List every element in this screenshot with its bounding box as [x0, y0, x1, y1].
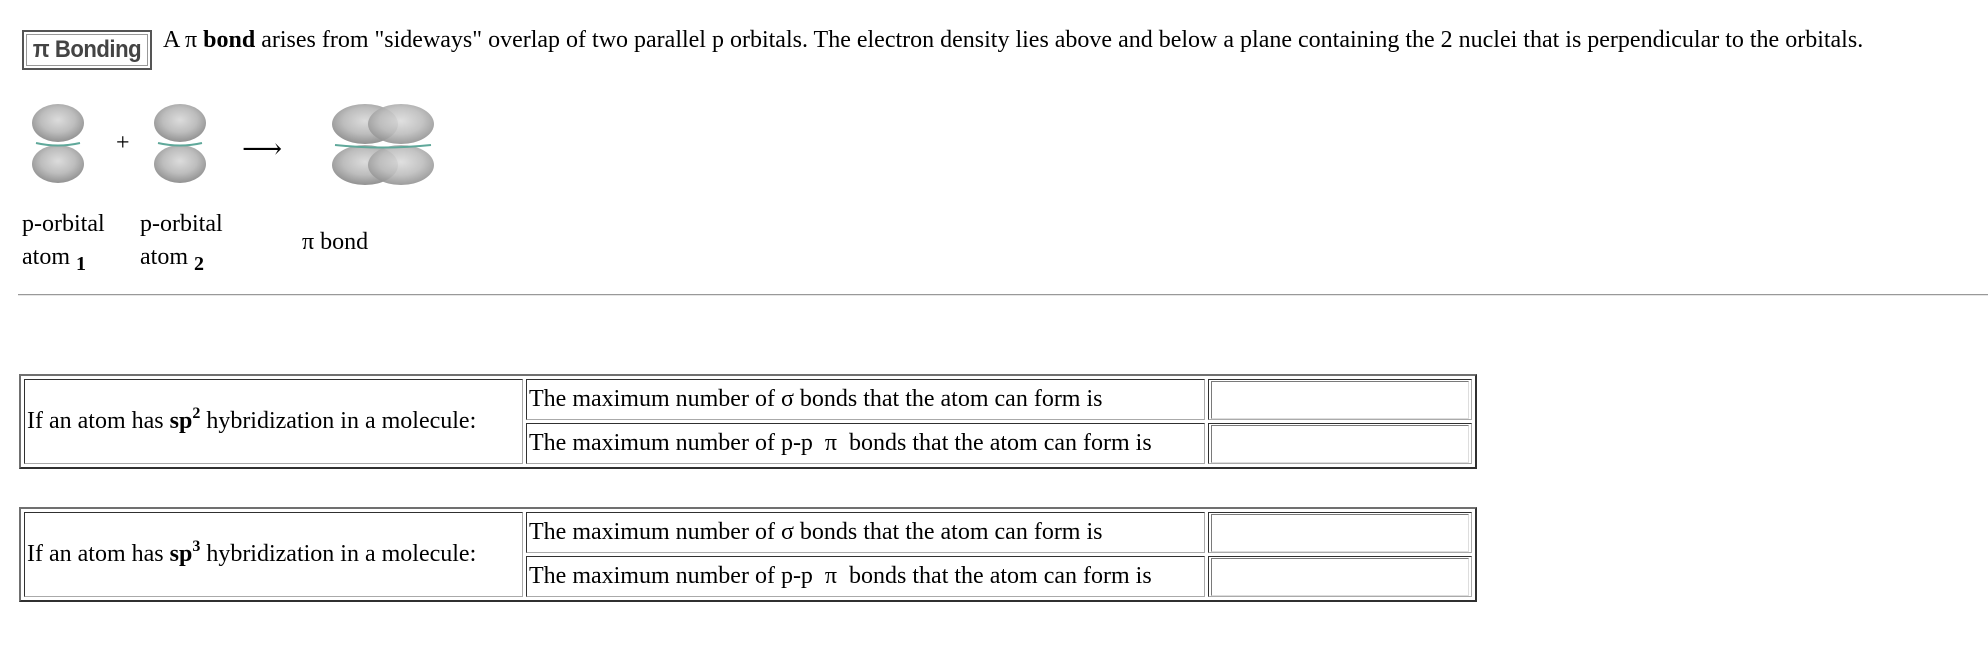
sp2-sigma-answer-cell [1208, 379, 1472, 420]
sp3-pi-prompt: The maximum number of p-p π bonds that the atom can form is [526, 556, 1205, 597]
sp3-sigma-prompt: The maximum number of σ bonds that the atom can form is [526, 512, 1205, 553]
p-orbital-atom-1-image [30, 102, 86, 186]
pi-bonding-badge: π Bonding [22, 30, 152, 70]
sp2-pi-prompt: The maximum number of p-p π bonds that the atom can form is [526, 423, 1205, 464]
sp3-question-table [19, 507, 1477, 602]
sp2-pi-answer-cell [1208, 423, 1472, 464]
label-p-orbital-atom-1: p-orbital atom $_1$ [22, 211, 105, 275]
sp3-question-label: If an atom has $sp^3$ hybridization in a molecule: [24, 512, 523, 597]
sp3-sigma-answer-cell [1208, 512, 1472, 553]
pi-bond-image [327, 102, 439, 188]
sp3-sigma-input[interactable] [1211, 514, 1469, 552]
sp2-sigma-prompt: The maximum number of σ bonds that the atom can form is [526, 379, 1205, 420]
reaction-arrow: ⟶ [242, 134, 283, 165]
plus-sign: + [116, 130, 130, 156]
sp2-pi-input[interactable] [1211, 425, 1469, 463]
sp2-question-table [19, 374, 1477, 469]
sp2-question-label: If an atom has $sp^2$ hybridization in a molecule: [24, 379, 523, 464]
orbital-diagram [22, 100, 442, 190]
intro-paragraph: A π bond arises from "sideways" overlap of two parallel p orbitals. The electron density lies above and below a plane containing the 2 nuclei that is perpendicular to the orbitals. [163, 27, 1864, 53]
label-pi-bond: π bond [302, 229, 369, 255]
sp2-sigma-input[interactable] [1211, 381, 1469, 419]
label-p-orbital-atom-2: p-orbital atom $_2$ [140, 211, 223, 275]
section-divider [18, 294, 1988, 296]
sp3-pi-answer-cell [1208, 556, 1472, 597]
p-orbital-atom-2-image [152, 102, 208, 186]
sp3-pi-input[interactable] [1211, 558, 1469, 596]
